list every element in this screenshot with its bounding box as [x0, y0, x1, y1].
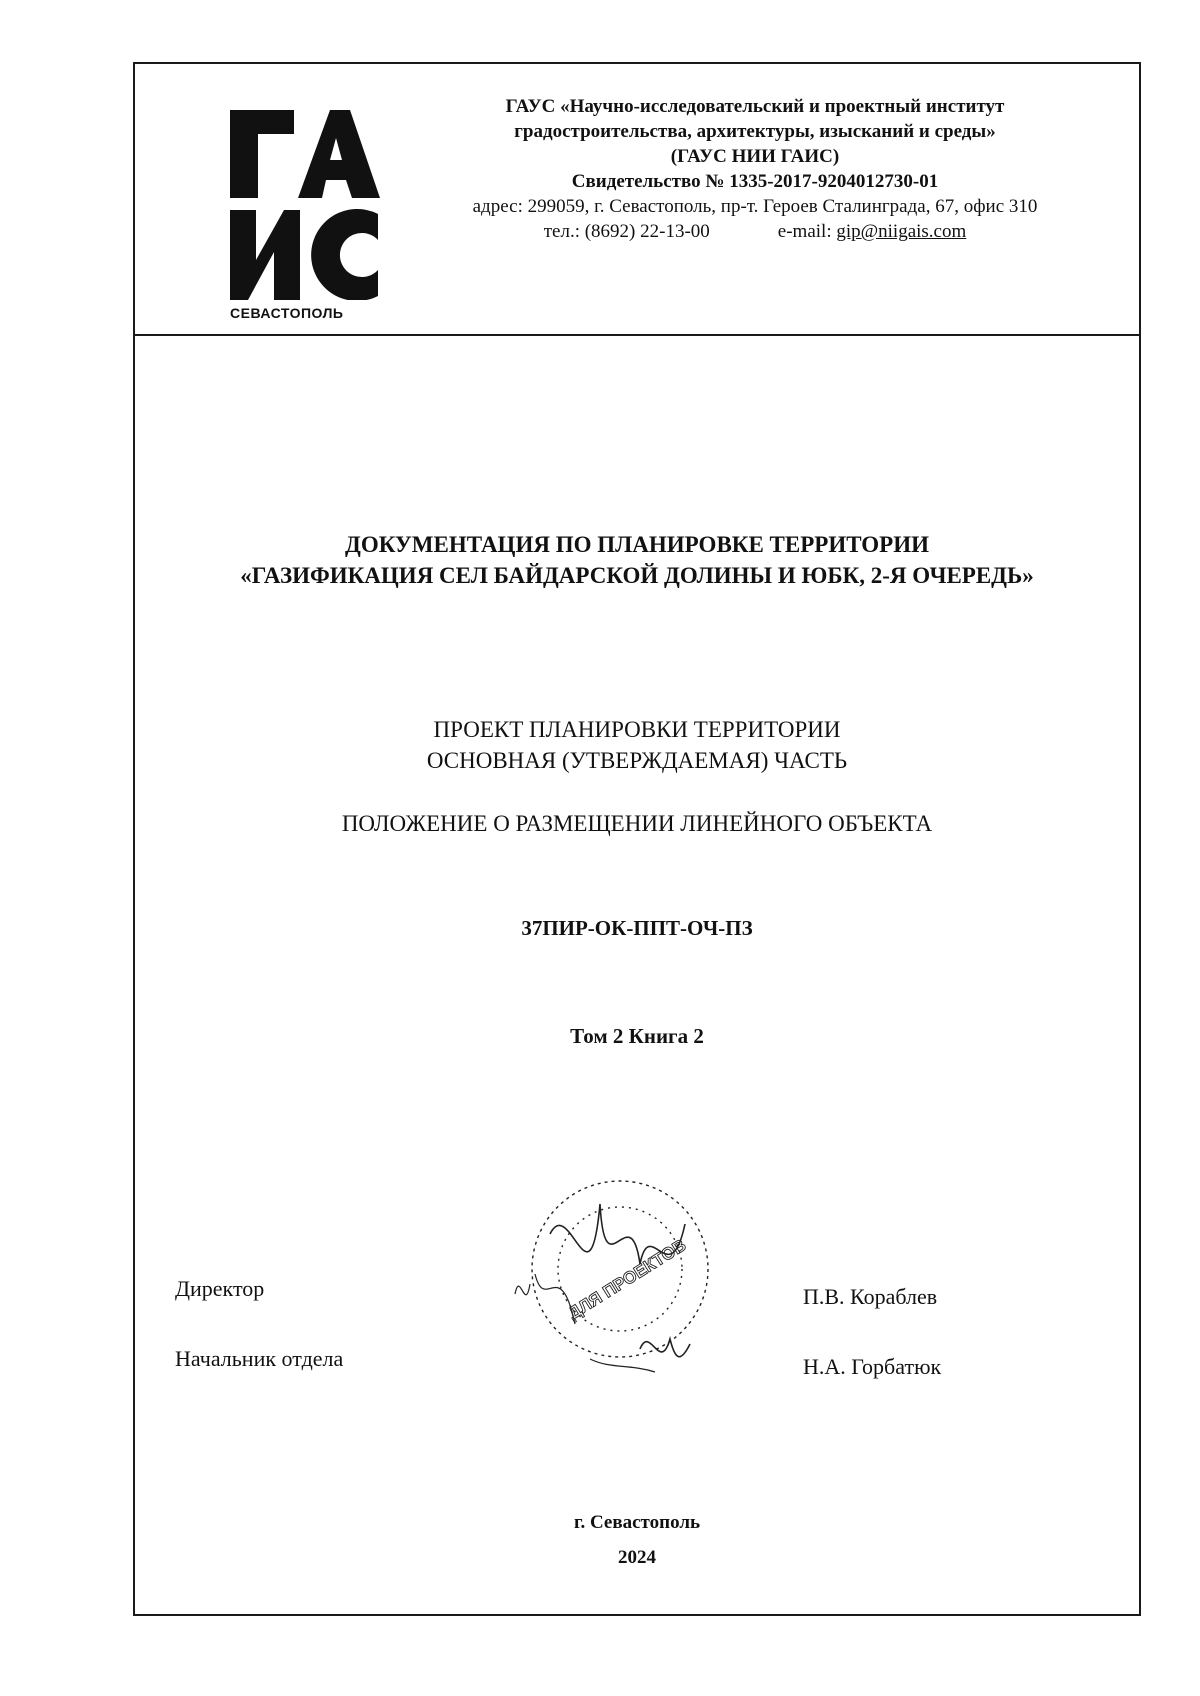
stamp-icon [480, 1174, 750, 1399]
project-subtitle-line2: ОСНОВНАЯ (УТВЕРЖДАЕМАЯ) ЧАСТЬ [426, 748, 848, 773]
document-title-line1: ДОКУМЕНТАЦИЯ ПО ПЛАНИРОВКЕ ТЕРРИТОРИИ [345, 532, 929, 557]
company-logo [230, 110, 380, 330]
organization-info [385, 94, 1125, 244]
org-short-name: (ГАУС НИИ ГАИС) [670, 146, 840, 167]
org-phone: тел.: (8692) 22-13-00 [543, 221, 710, 242]
org-name-line1: ГАУС «Научно-исследовательский и проектный институт [505, 96, 1005, 117]
footer-year: 2024 [618, 1547, 656, 1568]
org-email-link[interactable]: gip@niigais.com [836, 221, 967, 242]
logo-mark-icon [230, 110, 380, 300]
section-title: ПОЛОЖЕНИЕ О РАЗМЕЩЕНИИ ЛИНЕЙНОГО ОБЪЕКТА [341, 811, 933, 836]
stamp-and-signature [480, 1174, 750, 1399]
svg-text:ДЛЯ ПРОЕКТОВ: ДЛЯ ПРОЕКТОВ [564, 1235, 690, 1324]
header-block [135, 64, 1139, 336]
volume-label: Том 2 Книга 2 [570, 1024, 704, 1048]
document-title [135, 529, 1139, 591]
org-certificate: Свидетельство № 1335-2017-9204012730-01 [571, 171, 939, 192]
signature-name-head: Н.А. Горбатюк [803, 1354, 942, 1379]
org-name-line2: градостроительства, архитектуры, изысканий и среды» [514, 121, 996, 142]
org-contacts [385, 219, 1125, 244]
document-code: 37ПИР-ОК-ППТ-ОЧ-ПЗ [521, 916, 753, 940]
page-frame [133, 62, 1141, 1616]
signature-role-head: Начальник отдела [175, 1346, 344, 1371]
org-email-label: e-mail: [777, 221, 832, 242]
project-subtitle [135, 714, 1139, 776]
document-title-line2: «ГАЗИФИКАЦИЯ СЕЛ БАЙДАРСКОЙ ДОЛИНЫ И ЮБК, 2-Я ОЧЕРЕДЬ» [240, 563, 1034, 588]
logo-city-label: СЕВАСТОПОЛЬ [230, 305, 344, 321]
signature-name-director: П.В. Кораблев [803, 1284, 938, 1309]
signature-role-director: Директор [175, 1276, 265, 1301]
org-address: адрес: 299059, г. Севастополь, пр-т. Героев Сталинграда, 67, офис 310 [472, 196, 1038, 217]
footer-city: г. Севастополь [573, 1512, 701, 1533]
project-subtitle-line1: ПРОЕКТ ПЛАНИРОВКИ ТЕРРИТОРИИ [433, 717, 841, 742]
